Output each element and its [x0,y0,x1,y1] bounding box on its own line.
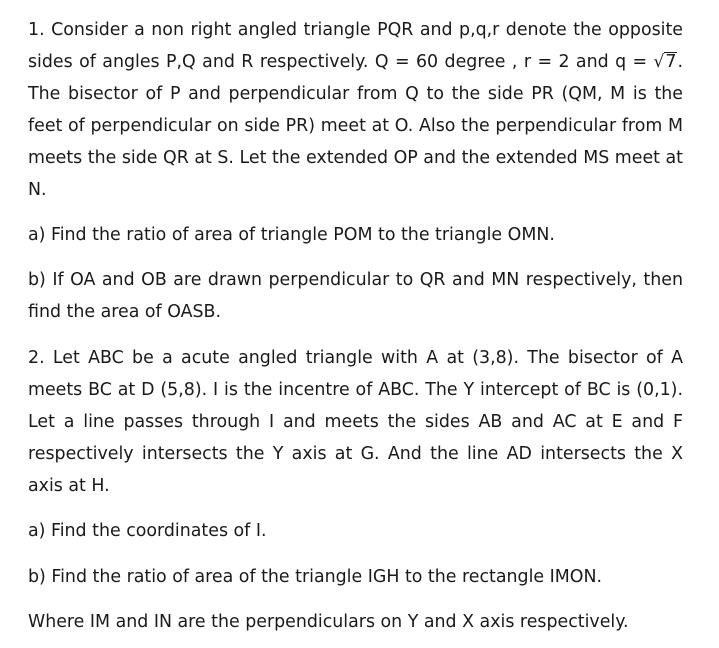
problem-2-part-b: b) Find the ratio of area of the triangle IGH to the rectangle IMON. [28,567,602,587]
problem-2-part-a: a) Find the coordinates of I. [28,521,267,541]
square-root-expression [654,46,678,78]
problem-1-text-end: . The bisector of P and perpendicular from Q to the side PR (QM, M is the feet of perpendicular on side PR) meet at O. Also the perpendicular from M meets the side QR at S. Let the extended OP and the extended MS meet at N. [28,52,683,200]
radical-sign: √ [653,52,665,72]
problem-1-part-b: b) If OA and OB are drawn perpendicular to QR and MN respectively, then find the area of OASB. [28,270,683,322]
problem-2-note: Where IM and IN are the perpendiculars on Y and X axis respectively. [28,612,629,632]
radicand: 7 [665,52,677,72]
problem-1-part-a: a) Find the ratio of area of triangle POM to the triangle OMN. [28,225,555,245]
problem-1-statement [28,14,683,206]
problem-1-text-start: 1. Consider a non right angled triangle PQR and p,q,r denote the opposite sides of angles P,Q and R respectively. Q = 60 degree , r = 2 and q = [28,20,683,72]
problem-2-statement: 2. Let ABC be a acute angled triangle with A at (3,8). The bisector of A meets BC at D (5,8). I is the incentre of ABC. The Y intercept of BC is (0,1). Let a line passes through I and meets the sides AB and AC at E and F respectively intersects the Y axis at G. And the line AD intersects the X axis at H. [28,348,683,496]
